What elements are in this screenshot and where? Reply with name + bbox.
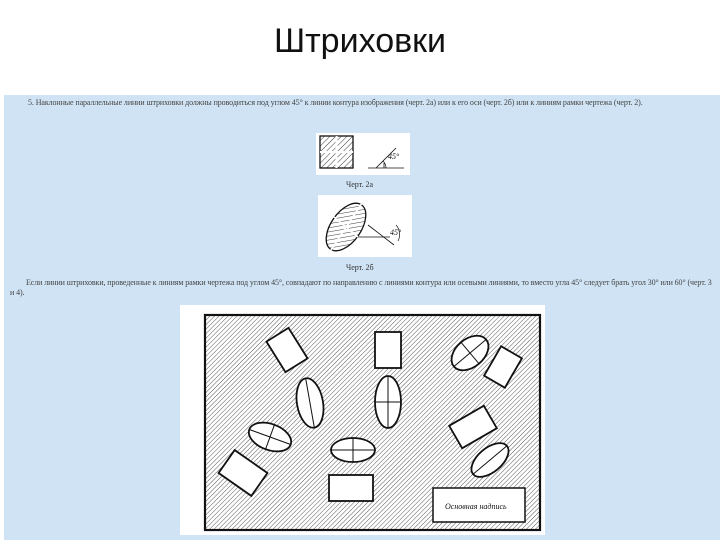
angle-label-2a: 45° <box>388 152 400 161</box>
figure-2a-drawing <box>316 133 410 175</box>
figure-2a <box>316 133 410 175</box>
figure-3-drawing <box>180 305 545 535</box>
document-scan <box>4 95 720 540</box>
figure-2a-caption: Черт. 2а <box>346 180 374 189</box>
angle-label-2b: 45° <box>390 228 402 237</box>
title-block-label: Основная надпись <box>445 502 507 511</box>
figure-2b-caption: Черт. 2б <box>346 263 374 272</box>
rect-shape <box>375 332 401 368</box>
ellipse-shape <box>375 376 401 428</box>
paragraph-hatching-angle: 5. Наклонные параллельные линии штриховки должны проводиться под углом 45° к линии контура изображения (черт. 2а) или к его оси (черт. 2б) или к линиям рамки чертежа (черт. 2). <box>28 98 643 107</box>
slide-title: Штриховки <box>273 22 447 60</box>
figure-3 <box>180 305 545 535</box>
figure-2b-drawing <box>318 195 412 257</box>
ellipse-shape <box>331 438 375 462</box>
paragraph-angle-exception: Если линии штриховки, проведенные к линиям рамки чертежа под углом 45°, совпадают по направлению с линиями контура или осевыми линиями, то вместо угла 45° следует брать угол 30° или 60° (черт. 3 и 4). <box>10 278 712 297</box>
rect-shape <box>329 475 373 501</box>
figure-2b <box>318 195 412 257</box>
